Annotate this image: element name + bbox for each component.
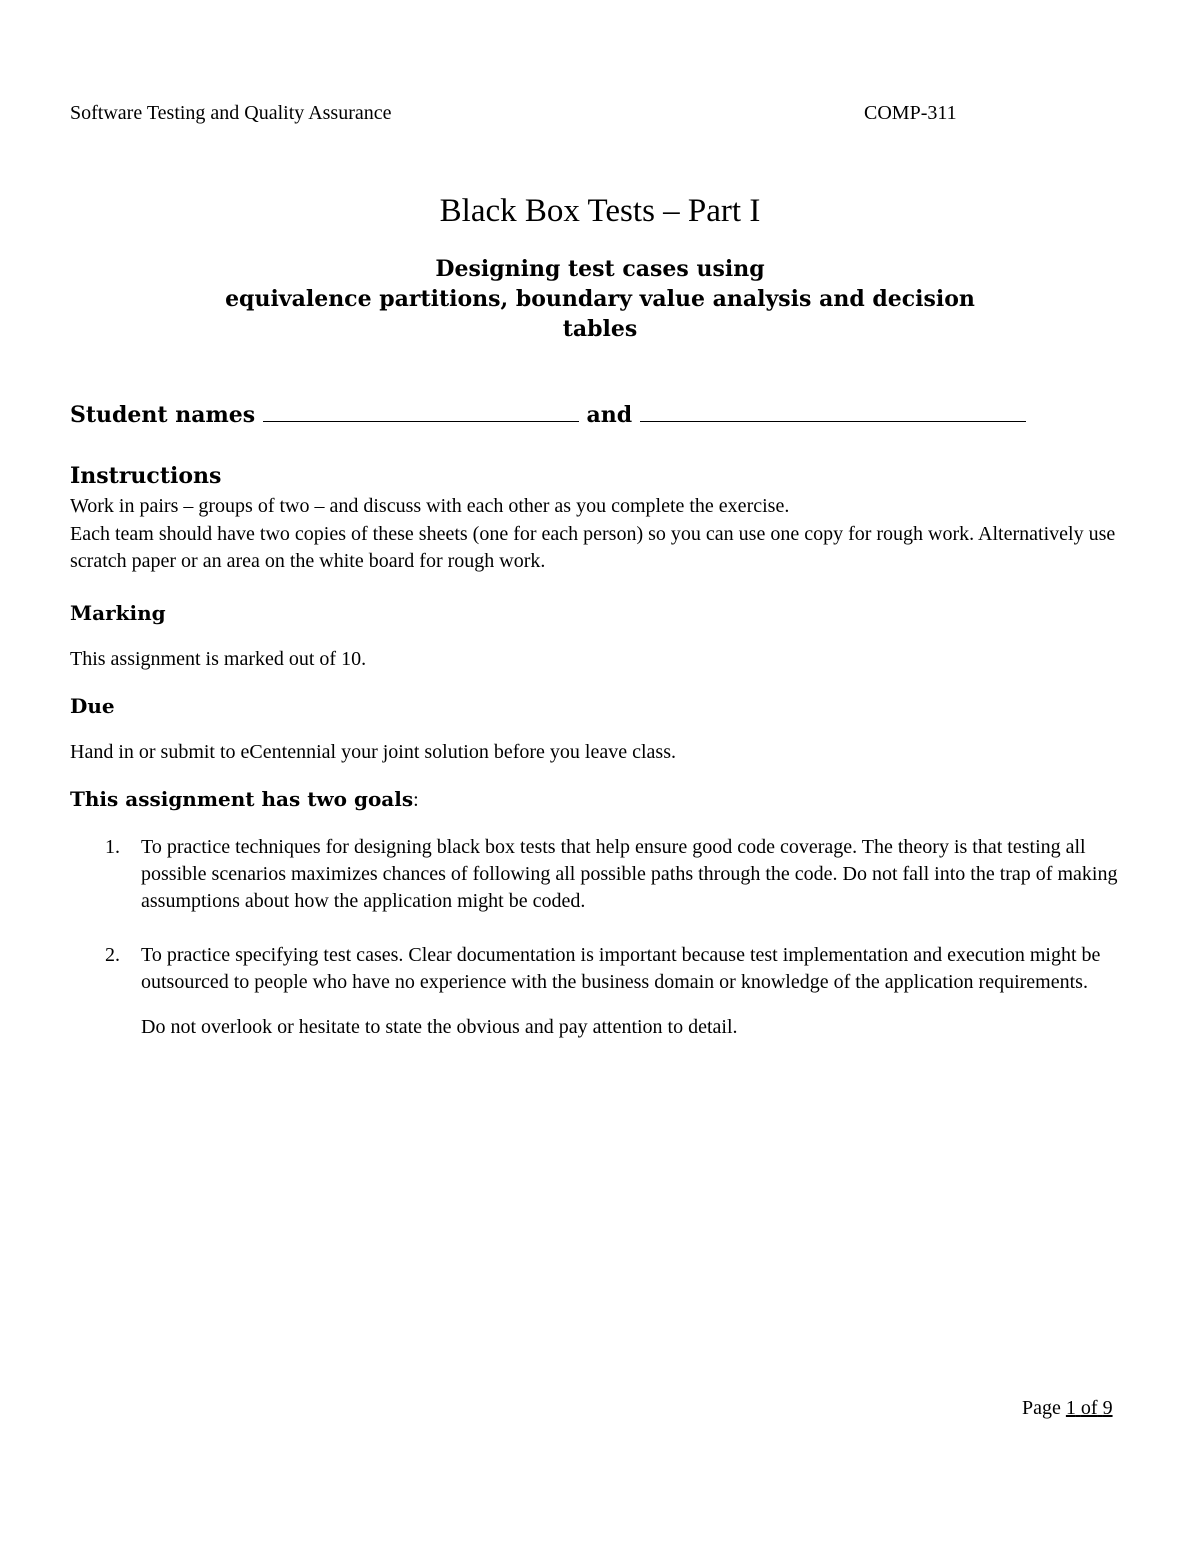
goal-note: Do not overlook or hesitate to state the obvious and pay attention to detail. [141,1016,738,1038]
instructions-heading: Instructions [70,463,222,489]
subtitle-line-1: Designing test cases using [435,256,765,282]
student-names-label: Student names [70,402,256,428]
page-footer [1022,1397,1113,1420]
course-name: Software Testing and Quality Assurance [70,102,392,124]
instructions-line-1: Work in pairs – groups of two – and discuss with each other as you complete the exercise. [70,495,790,517]
marking-heading: Marking [70,601,166,625]
student-name-blank-1[interactable] [263,403,579,422]
due-text: Hand in or submit to eCentennial your joint solution before you leave class. [70,741,676,763]
goal-text: To practice techniques for designing black box tests that help ensure good code coverage. The theory is that testing all possible scenarios maximizes chances of following all possible paths through the code. Do not fall into the trap of making assumptions about how the application might be coded. [141,836,1118,912]
goals-heading-text: This assignment has two goals [70,787,414,811]
document-title: Black Box Tests – Part I [439,193,761,229]
goal-item-2 [105,942,1130,996]
page-number: 1 [1065,1397,1076,1419]
goals-list [105,834,1130,1041]
due-heading: Due [70,694,115,718]
student-names-line [70,402,1026,428]
student-names-conjunction: and [586,402,633,428]
course-code: COMP-311 [864,102,957,124]
page-label: Page [1022,1397,1061,1419]
subtitle-line-3: tables [562,316,638,342]
goals-heading-colon: : [413,789,419,811]
goal-item-1 [105,834,1130,915]
goal-number: 1. [105,836,120,858]
subtitle-line-2: equivalence partitions, boundary value analysis and decision [225,286,975,312]
student-name-blank-2[interactable] [640,403,1026,422]
document-subtitle [100,254,1100,344]
marking-text: This assignment is marked out of 10. [70,648,367,670]
page-of-label: of [1080,1397,1098,1419]
instructions-body [70,493,1130,576]
goal-number: 2. [105,944,120,966]
goals-heading [70,787,419,812]
goal-text: To practice specifying test cases. Clear documentation is important because test implementation and execution might be outsourced to people who have no experience with the business domain or knowledge of the application requirements. [141,944,1101,993]
instructions-line-2: Each team should have two copies of these sheets (one for each person) so you can use one copy for rough work. Alternatively use scratch paper or an area on the white board for rough work. [70,522,1116,572]
page-total: 9 [1102,1397,1113,1419]
